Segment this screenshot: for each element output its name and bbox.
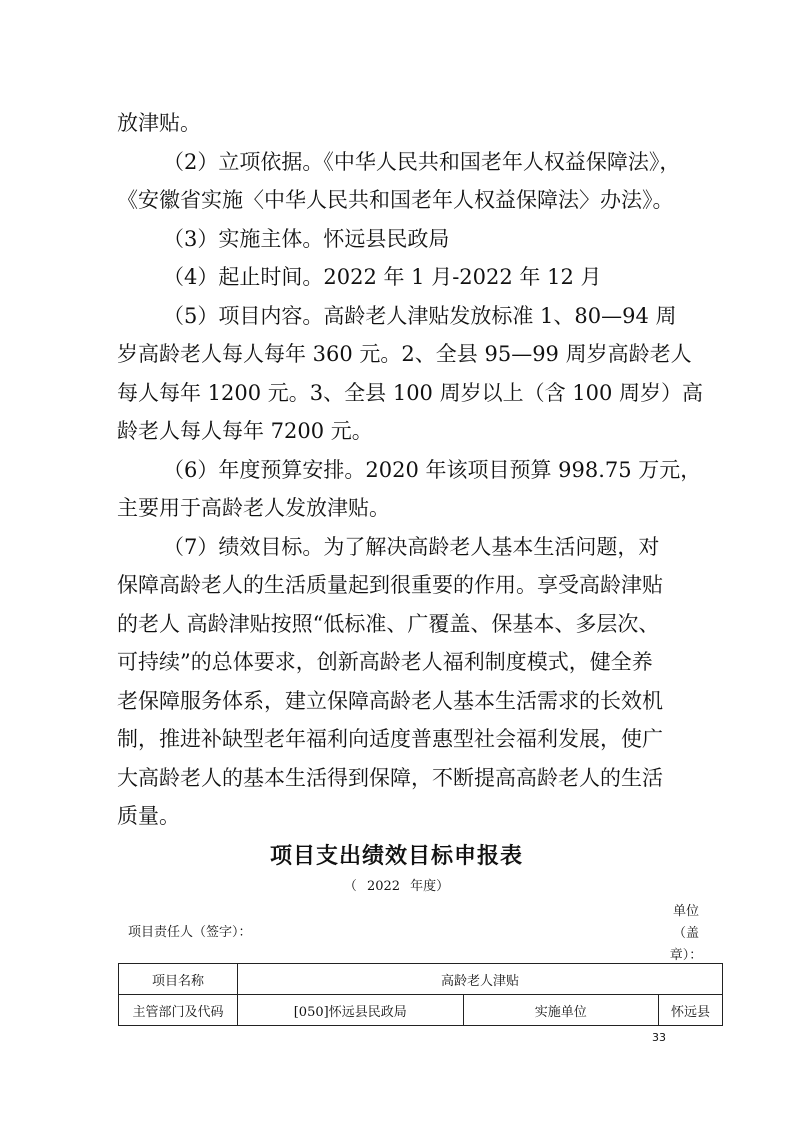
body-line-6: （5）项目内容。高龄老人津贴发放标准 1、80—94 周 [163,304,677,328]
body-line-1: 放津贴。 [117,111,201,135]
form-table [118,963,723,1026]
department-label: 主管部门及代码 [119,995,238,1026]
project-name-label: 项目名称 [119,964,238,995]
body-line-13: 保障高龄老人的生活质量起到很重要的作用。享受高龄津贴 [117,573,663,597]
unit-seal-label: 单位（盖章）： [669,904,703,963]
body-line-11: 主要用于高龄老人发放津贴。 [117,496,390,520]
project-name-value: 高龄老人津贴 [237,964,722,995]
table-row [119,995,723,1026]
implementing-unit-value: 怀远县 [659,995,723,1026]
body-line-10: （6）年度预算安排。2020 年该项目预算 998.75 万元， [163,458,702,482]
body-line-2: （2）立项依据。《中华人民共和国老年人权益保障法》， [163,150,681,174]
body-line-3: 《安徽省实施〈中华人民共和国老年人权益保障法〉办法》。 [117,188,674,212]
body-line-19: 质量。 [117,804,180,828]
body-line-15: 可持续”的总体要求，创新高龄老人福利制度模式，健全养 [117,650,653,674]
body-line-7: 岁高龄老人每人每年 360 元。2、全县 95—99 周岁高龄老人 [117,342,692,366]
body-line-18: 大高龄老人的基本生活得到保障，不断提高高龄老人的生活 [117,766,663,790]
body-line-9: 龄老人每人每年 7200 元。 [117,419,373,443]
department-value: [050]怀远县民政局 [237,995,463,1026]
table-row [119,964,723,995]
implementing-unit-label: 实施单位 [463,995,659,1026]
body-line-5: （4）起止时间。2022 年 1 月-2022 年 12 月 [163,265,602,289]
form-title: 项目支出绩效目标申报表 [269,844,523,869]
body-line-16: 老保障服务体系，建立保障高龄老人基本生活需求的长效机 [117,689,663,713]
body-line-14: 的老人 高龄津贴按照“低标准、广覆盖、保基本、多层次、 [117,612,660,636]
page-number: 33 [652,1031,666,1044]
form-year: （ 2022 年度） [343,879,450,894]
body-line-4: （3）实施主体。怀远县民政局 [163,227,450,251]
body-line-8: 每人每年 1200 元。3、全县 100 周岁以上（含 100 周岁）高 [117,381,704,405]
body-line-17: 制，推进补缺型老年福利向适度普惠型社会福利发展，使广 [117,727,663,751]
body-line-12: （7）绩效目标。为了解决高龄老人基本生活问题，对 [163,535,660,559]
responsible-label: 项目责任人（签字）： [128,925,252,940]
